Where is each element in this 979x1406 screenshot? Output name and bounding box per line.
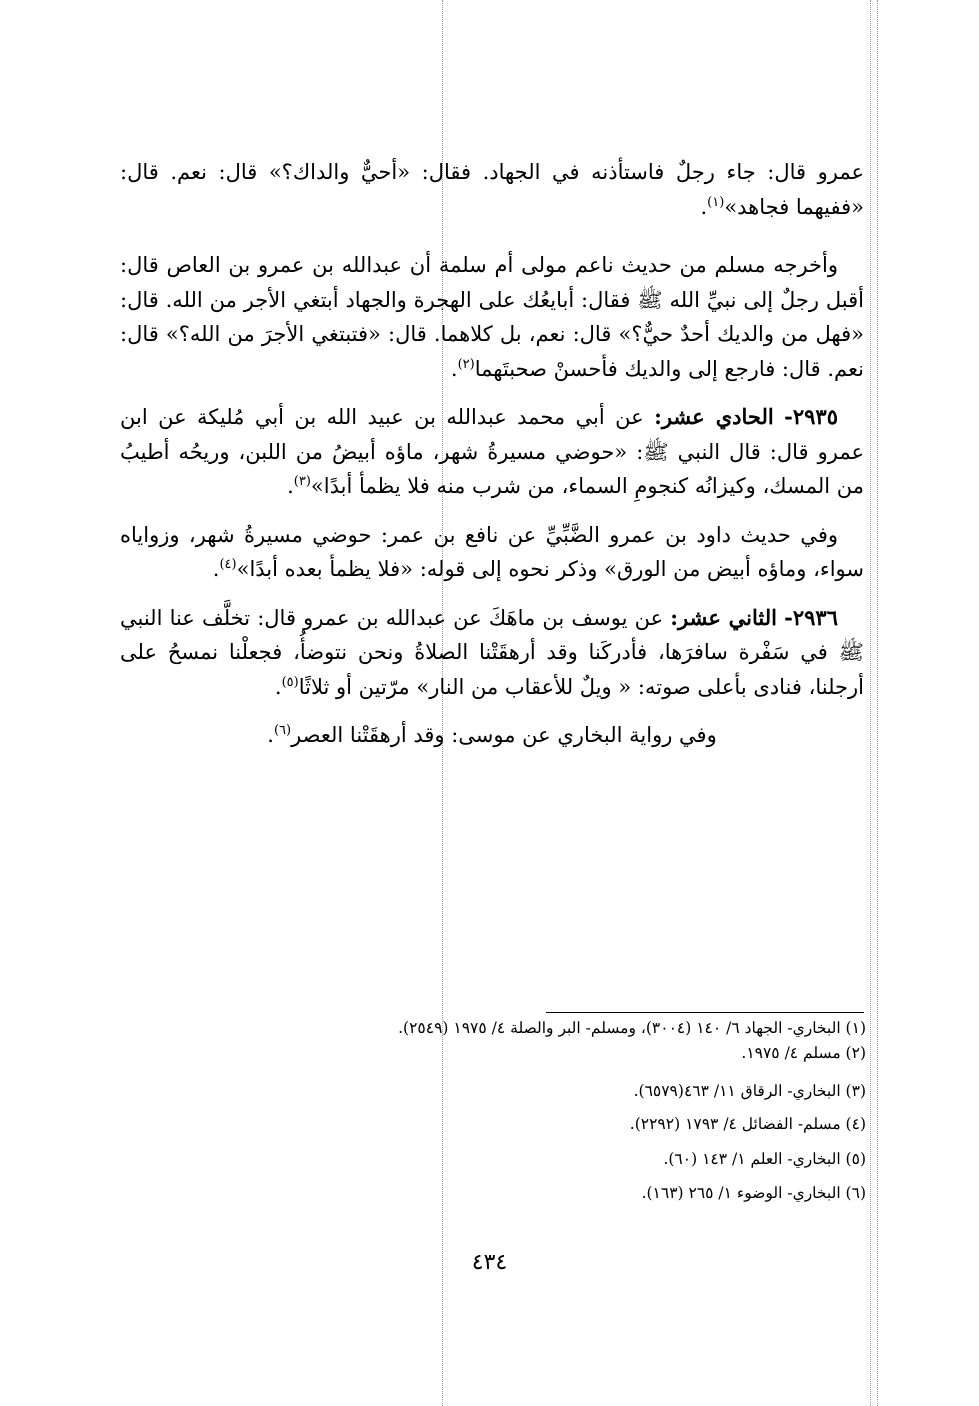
page-number: ٤٣٤: [471, 1250, 508, 1275]
hadith-label: الثاني عشر:: [670, 604, 777, 630]
footnote-5: (٥) البخاري- العلم ١/ ١٤٣ (٦٠).: [663, 1150, 866, 1168]
paragraph-4: وفي حديث داود بن عمرو الضَّبِّيِّ عن نافع بن عمر: حوضي مسيرةُ شهر، وزواياه سواء، وماؤه أبيض من الورق» وذكر نحوه إلى قوله: «فلا يظمأ بعده أبدًا»$^{(٤)}$.: [120, 522, 864, 581]
footnote-6: (٦) البخاري- الوضوء ١/ ٢٦٥ (١٦٣).: [641, 1184, 866, 1202]
footnote-4: (٤) مسلم- الفضائل ٤/ ١٧٩٣ (٢٢٩٢).: [629, 1115, 866, 1133]
footnote-ref: (٣): [293, 474, 311, 489]
footnote-ref: (٥): [281, 674, 299, 690]
hadith-number: ٢٩٣٦-: [784, 604, 838, 630]
footnote-3: (٣) البخاري- الرقاق ١١/ ٤٦٣(٦٥٧٩).: [633, 1082, 866, 1100]
footnotes: [120, 1012, 868, 1203]
footnote-ref: (٤): [219, 557, 237, 572]
footnote-1: (١) البخاري- الجهاد ٦/ ١٤٠ (٣٠٠٤)، ومسلم- البر والصلة ٤/ ١٩٧٥ (٢٥٤٩).: [398, 1019, 866, 1037]
hadith-2936: ٢٩٣٦- الثاني عشر: عن يوسف بن ماهَكَ عن عبدالله بن عمرو قال: تخلَّف عنا النبي ﷺ في سَفْرة سافرَها، فأدركَنا وقد أرهقَتْنا الصلاةُ ونحن نتوضأُ، فجعلْنا نمسحُ على أرجلنا، فنادى بأعلى صوته: « ويلٌ للأعقاب من النار» مرّتين أو ثلاثًا$^{(٥)}$.: [120, 604, 864, 699]
paragraph-6: وفي رواية البخاري عن موسى: وقد أرهقَتْنا العصر$^{(٦)}$.: [267, 723, 717, 747]
footnote-2: (٢) مسلم ٤/ ١٩٧٥.: [741, 1044, 866, 1062]
scan-guide-line: [870, 0, 871, 1406]
footnote-ref: (٦): [273, 723, 292, 738]
hadith-number: ٢٩٣٥-: [784, 404, 838, 429]
footnote-ref: (٢): [457, 356, 475, 372]
hadith-label: الحادي عشر:: [654, 404, 774, 429]
main-text: [120, 155, 864, 767]
paragraph-2: وأخرجه مسلم من حديث ناعم مولى أم سلمة أن عبدالله بن عمرو بن العاص قال: أقبل رجلٌ إلى نبيِّ الله ﷺ فقال: أبايعُك على الهجرة والجهاد أبتغي الأجر من الله. قال: «فهل من والديك أحدٌ حيٌّ؟» قال: نعم، بل كلاهما. قال: «فتبتغي الأجرَ من الله؟» قال: نعم. قال: فارجع إلى والديك فأحسنْ صحبتَهما$^{(٢)}$.: [120, 253, 864, 381]
footnote-ref: (١): [707, 194, 725, 210]
paragraph-1: عمرو قال: جاء رجلٌ فاستأذنه في الجهاد. فقال: «أحيٌّ والداك؟» قال: نعم. قال: «ففيهما فجاهد»$^{(١)}$.: [120, 160, 864, 219]
hadith-2935: ٢٩٣٥- الحادي عشر: عن أبي محمد عبدالله بن عبيد الله بن أبي مُليكة عن ابن عمرو قال: قال النبي ﷺ: «حوضي مسيرةُ شهر، ماؤه أبيضُ من اللبن، وريحُه أطيبُ من المسك، وكيزانُه كنجومِ السماء، من شرب منه فلا يظمأ أبدًا»$^{(٣)}$.: [120, 404, 864, 498]
scan-guide-line: [877, 0, 878, 1406]
